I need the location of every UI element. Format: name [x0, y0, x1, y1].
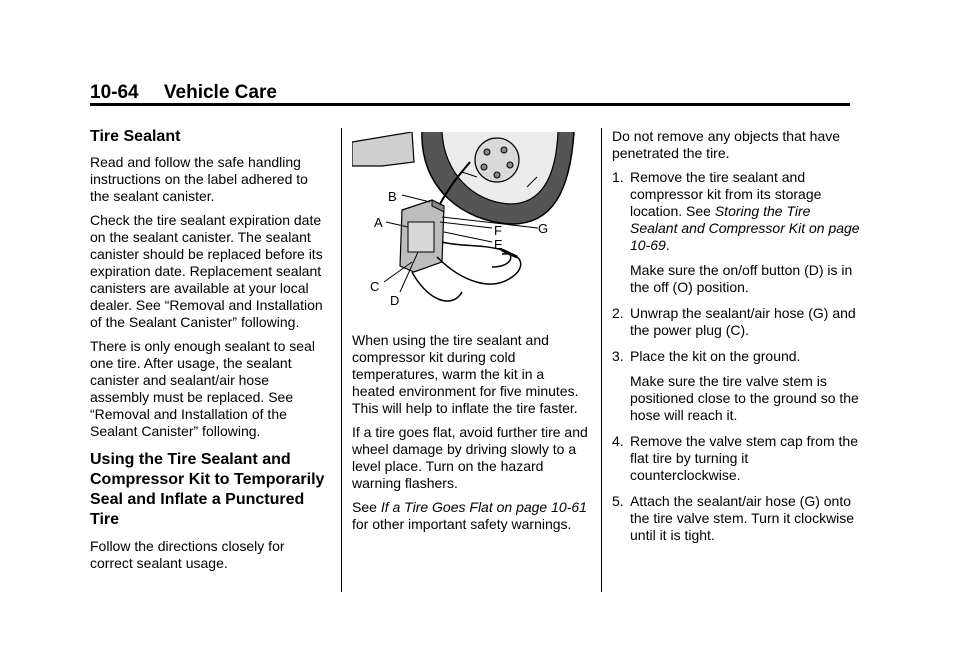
column-3 — [612, 128, 860, 553]
step-item — [612, 433, 860, 484]
column-divider-1 — [341, 128, 342, 592]
header-rule — [90, 103, 850, 106]
figure-label-d: D — [390, 293, 400, 308]
paragraph: Do not remove any objects that have penetrated the tire. — [612, 128, 841, 161]
step-text: Attach the sealant/air hose (G) onto the tire valve stem. Turn it clockwise until it is tight. — [630, 493, 855, 543]
step-item — [612, 305, 860, 339]
figure-label-a: A — [374, 215, 383, 230]
figure-label-f: F — [494, 223, 502, 238]
step-number: 2. — [612, 305, 624, 321]
figure-label-g: G — [538, 221, 549, 236]
sealant-kit-illustration — [352, 132, 590, 322]
steps-list — [612, 169, 860, 544]
step-number: 5. — [612, 493, 624, 509]
figure-label-b: B — [388, 189, 397, 204]
paragraph: Check the tire sealant expiration date on the sealant canister. The sealant canister should be replaced before its expiration date. Replacement sealant canisters are available at your local dealer. See “Removal and Installation of the Sealant Canister” following. — [90, 212, 323, 330]
step-number: 1. — [612, 169, 624, 185]
see-text: See — [352, 499, 377, 515]
step-punct: . — [665, 237, 670, 253]
paragraph — [352, 499, 590, 533]
heading-using-kit: Using the Tire Sealant and Compressor Kit to Temporarily Seal and Inflate a Punctured Tire — [90, 451, 325, 528]
step-item — [612, 169, 860, 296]
cross-reference-link[interactable]: Storing the Tire Sealant and Compressor Kit on page 10-69 — [630, 203, 860, 253]
section-title: Vehicle Care — [163, 82, 277, 103]
step-text: Unwrap the sealant/air hose (G) and the power plug (C). — [630, 305, 856, 338]
column-divider-2 — [601, 128, 602, 592]
step-note: Make sure the on/off button (D) is in the off (O) position. — [630, 262, 853, 295]
paragraph: If a tire goes flat, avoid further tire and wheel damage by driving slowly to a level place. Turn on the hazard warning flashers. — [352, 424, 588, 491]
heading-tire-sealant: Tire Sealant — [90, 128, 181, 145]
page-header — [90, 82, 277, 104]
step-item — [612, 348, 860, 424]
step-text: Place the kit on the ground. — [630, 348, 801, 364]
see-rest-text: for other important safety warnings. — [352, 516, 572, 532]
step-text: Remove the tire sealant and compressor kit from its storage location. See — [630, 169, 822, 219]
column-1 — [90, 128, 330, 579]
step-number: 3. — [612, 348, 624, 364]
step-item — [612, 493, 860, 544]
paragraph: Follow the directions closely for correct sealant usage. — [90, 538, 285, 571]
page-number: 10-64 — [90, 82, 139, 103]
figure-label-e: E — [494, 237, 503, 252]
cross-reference-link[interactable]: If a Tire Goes Flat on page 10-61 — [380, 499, 587, 515]
step-note: Make sure the tire valve stem is positioned close to the ground so the hose will reach it. — [630, 373, 859, 423]
column-2 — [352, 128, 590, 540]
step-text: Remove the valve stem cap from the flat tire by turning it counterclockwise. — [630, 433, 858, 483]
step-number: 4. — [612, 433, 624, 449]
paragraph: When using the tire sealant and compressor kit during cold temperatures, warm the kit in a heated environment for five minutes. This will help to inflate the tire faster. — [352, 332, 579, 416]
paragraph: Read and follow the safe handling instructions on the label adhered to the sealant canister. — [90, 154, 308, 204]
figure-label-c: C — [370, 279, 380, 294]
paragraph: There is only enough sealant to seal one tire. After usage, the sealant canister and sealant/air hose assembly must be replaced. See “Removal and Installation of the Sealant Canister” following. — [90, 338, 315, 439]
kit-drawing — [352, 132, 590, 322]
